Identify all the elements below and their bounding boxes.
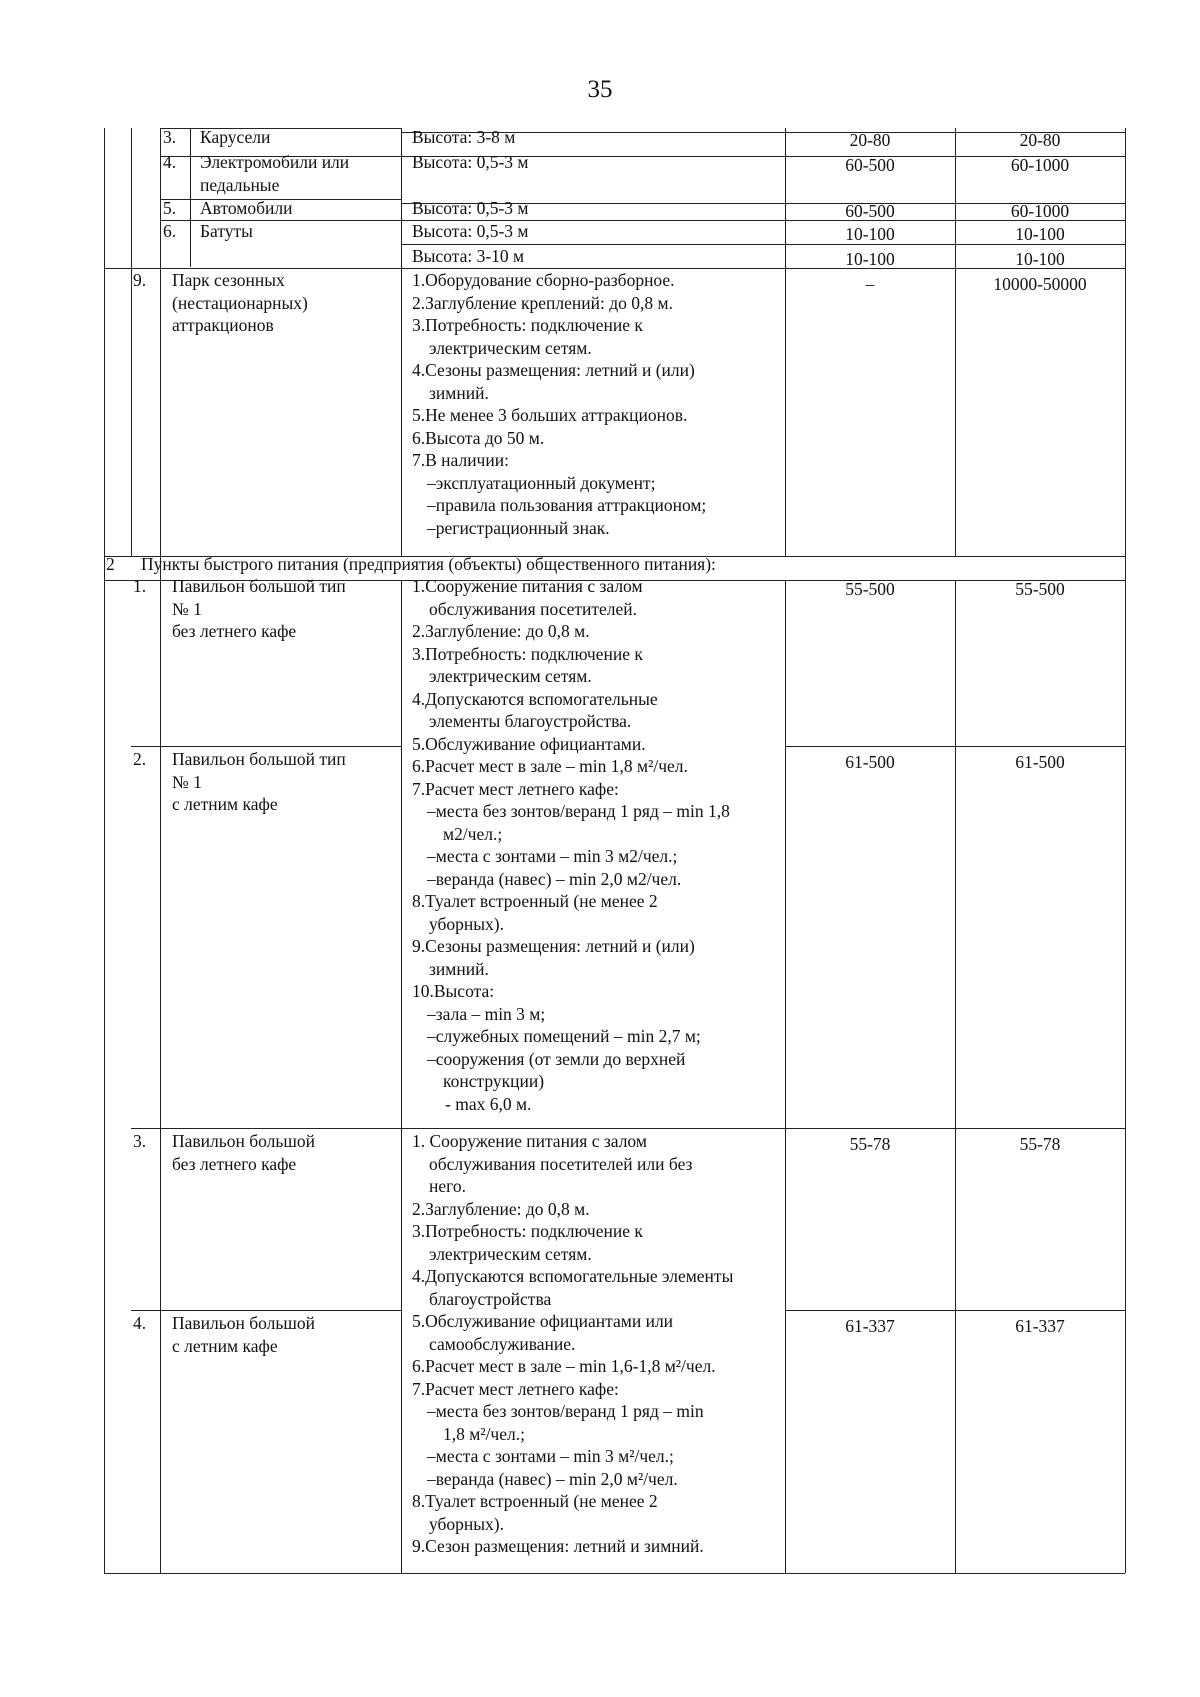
ride-name: Батуты — [200, 221, 253, 241]
cafe-item-name-line: Павильон большой — [172, 1313, 315, 1333]
ride-value-b: 20-80 — [1019, 130, 1061, 150]
park-requirement-line: –правила пользования аттракционом; — [427, 495, 707, 515]
park-requirement-line: 4.Сезоны размещения: летний и (или) — [412, 360, 695, 380]
cafe-requirement-line: уборных). — [429, 1513, 504, 1534]
cafe-requirement-line: обслуживания посетителей. — [429, 598, 638, 619]
cafe-item-number: 3. — [133, 1131, 147, 1151]
table-rule — [785, 1310, 1125, 1311]
cafe-item-name-line: № 1 — [172, 771, 202, 792]
park-requirement-line: 6.Высота до 50 м. — [412, 427, 545, 448]
ride-name: Автомобили — [200, 198, 293, 218]
table-rule — [104, 128, 105, 1573]
park-requirement-line: 1.Оборудование сборно-разборное. — [412, 270, 675, 290]
cafe-item-name-line: без летнего кафе — [172, 1153, 297, 1174]
cafe-item-name-line: Павильон большой тип — [172, 749, 346, 769]
ride-value-b: 10-100 — [1015, 224, 1065, 244]
cafe-value-b: 55-500 — [1015, 579, 1065, 599]
cafe-requirement-line: 9.Сезон размещения: летний и зимний. — [412, 1536, 704, 1556]
ride-name: Карусели — [200, 127, 271, 147]
park-requirement-line: 3.Потребность: подключение к — [412, 315, 643, 335]
ride-value-b: 60-1000 — [1010, 155, 1070, 175]
cafe-requirement-line: 2.Заглубление: до 0,8 м. — [412, 1198, 590, 1219]
cafe-requirement-line: 5.Обслуживание официантами или — [412, 1311, 674, 1331]
ride-requirement: Высота: 0,5-3 м — [412, 152, 529, 172]
cafe-item-name-line: с летним кафе — [172, 1335, 278, 1356]
table-rule — [131, 1128, 1125, 1129]
park-value-b: 10000-50000 — [993, 274, 1087, 294]
page-number: 35 — [587, 76, 613, 103]
cafe-item-name-line: № 1 — [172, 598, 202, 619]
cafe-requirement-line: 4.Допускаются вспомогательные элементы — [412, 1266, 734, 1286]
ride-requirement: Высота: 3-8 м — [412, 127, 516, 147]
cafe-requirement-line: 1.Сооружение питания с залом — [412, 576, 643, 596]
cafe-item-number: 1. — [133, 576, 147, 596]
cafe-requirement-line: него. — [429, 1176, 466, 1196]
cafe-value-a: 61-500 — [845, 752, 895, 772]
cafe-requirement-line: 8.Туалет встроенный (не менее 2 — [412, 891, 658, 911]
cafe-requirement-line: обслуживания посетителей или без — [429, 1153, 693, 1174]
cafe-requirement-line: 9.Сезоны размещения: летний и (или) — [412, 936, 695, 956]
park-requirement-line: –регистрационный знак. — [427, 517, 610, 538]
section-title: Пункты быстрого питания (предприятия (объекты) общественного питания): — [141, 554, 716, 574]
table-rule — [785, 580, 786, 1573]
cafe-item-name-line: Павильон большой — [172, 1131, 315, 1151]
table-rule — [1125, 128, 1126, 1573]
cafe-requirement-line: 3.Потребность: подключение к — [412, 643, 643, 664]
ride-requirement: Высота: 0,5-3 м — [412, 221, 529, 241]
park-name-line: Парк сезонных — [172, 270, 285, 290]
cafe-requirement-line: 4.Допускаются вспомогательные — [412, 688, 658, 709]
cafe-requirement-line: –места без зонтов/веранд 1 ряд – min 1,8 — [427, 801, 730, 821]
ride-name: Электромобили или — [200, 152, 350, 172]
ride-number: 3. — [163, 127, 177, 147]
table-rule — [131, 128, 132, 556]
cafe-requirement-line: –служебных помещений – min 2,7 м; — [427, 1026, 701, 1046]
cafe-requirement-line: 3.Потребность: подключение к — [412, 1221, 643, 1241]
cafe-requirement-line: 8.Туалет встроенный (не менее 2 — [412, 1491, 658, 1511]
cafe-requirement-line: –сооружения (от земли до верхней — [427, 1048, 686, 1069]
cafe-item-number: 4. — [133, 1313, 147, 1333]
park-name-line: (нестационарных) — [172, 292, 308, 313]
cafe-requirement-line: –места с зонтами – min 3 м²/чел.; — [427, 1446, 674, 1466]
cafe-requirement-line: электрическим сетям. — [429, 666, 592, 686]
cafe-requirement-line: 5.Обслуживание официантами. — [412, 733, 646, 754]
ride-value-b: 10-100 — [1015, 249, 1065, 269]
ride-value-a: 60-500 — [845, 201, 895, 221]
cafe-value-b: 55-78 — [1019, 1134, 1061, 1154]
cafe-requirement-line: –места с зонтами – min 3 м2/чел.; — [427, 846, 678, 866]
table-rule — [104, 1573, 1125, 1574]
cafe-requirement-line: –веранда (навес) – min 2,0 м2/чел. — [427, 868, 682, 889]
table-rule — [401, 580, 402, 1573]
table-rule — [160, 128, 161, 1573]
park-requirement-line: зимний. — [429, 382, 489, 403]
cafe-requirement-line: зимний. — [429, 958, 489, 979]
table-rule — [160, 128, 401, 129]
ride-name: педальные — [200, 174, 280, 195]
park-requirement-line: электрическим сетям. — [429, 337, 592, 358]
cafe-requirement-line: –места без зонтов/веранд 1 ряд – min — [427, 1401, 704, 1421]
park-requirement-line: –эксплуатационный документ; — [427, 472, 656, 493]
park-requirement-line: 7.В наличии: — [412, 450, 509, 470]
ride-number: 4. — [163, 152, 177, 172]
cafe-value-a: 61-337 — [845, 1316, 895, 1336]
ride-requirement: Высота: 0,5-3 м — [412, 198, 529, 218]
cafe-item-number: 2. — [133, 749, 147, 769]
cafe-requirement-line: электрическим сетям. — [429, 1243, 592, 1264]
park-requirement-line: 2.Заглубление креплений: до 0,8 м. — [412, 292, 673, 313]
cafe-item-name-line: с летним кафе — [172, 794, 278, 814]
cafe-requirement-line: конструкции) — [443, 1071, 545, 1091]
park-value-a: – — [865, 274, 875, 294]
cafe-requirement-line: 7.Расчет мест летнего кафе: — [412, 778, 619, 799]
table-rule — [955, 580, 956, 1573]
cafe-requirement-line: 1,8 м²/чел.; — [443, 1423, 525, 1444]
ride-value-a: 10-100 — [845, 249, 895, 269]
ride-number: 5. — [163, 198, 177, 218]
cafe-requirement-line: элементы благоустройства. — [429, 711, 632, 731]
cafe-requirement-line: 10.Высота: — [412, 981, 495, 1001]
cafe-value-b: 61-337 — [1015, 1316, 1065, 1336]
cafe-requirement-line: –веранда (навес) – min 2,0 м²/чел. — [427, 1468, 678, 1489]
park-name-line: аттракционов — [172, 315, 274, 335]
cafe-value-a: 55-500 — [845, 579, 895, 599]
cafe-requirement-line: м2/чел.; — [443, 823, 503, 844]
table-rule — [190, 128, 191, 267]
table-rule — [131, 746, 401, 747]
park-number: 9. — [133, 270, 147, 290]
cafe-requirement-line: уборных). — [429, 913, 504, 934]
ride-requirement: Высота: 3-10 м — [412, 246, 525, 266]
cafe-requirement-line: - max 6,0 м. — [445, 1093, 532, 1114]
cafe-value-b: 61-500 — [1015, 752, 1065, 772]
table-rule — [401, 128, 402, 556]
cafe-requirement-line: благоустройства — [429, 1288, 552, 1309]
cafe-requirement-line: 6.Расчет мест в зале – min 1,6-1,8 м²/чел. — [412, 1356, 716, 1376]
ride-value-a: 20-80 — [849, 130, 891, 150]
table-rule — [785, 128, 786, 556]
cafe-requirement-line: –зала – min 3 м; — [427, 1003, 546, 1024]
section-number: 2 — [106, 554, 115, 574]
ride-value-a: 10-100 — [845, 224, 895, 244]
cafe-requirement-line: 1. Сооружение питания с залом — [412, 1131, 647, 1151]
ride-value-b: 60-1000 — [1010, 201, 1070, 221]
cafe-requirement-line: самообслуживание. — [429, 1333, 576, 1354]
table-rule — [131, 1310, 401, 1311]
table-rule — [955, 128, 956, 556]
ride-number: 6. — [163, 221, 177, 241]
park-requirement-line: 5.Не менее 3 больших аттракционов. — [412, 405, 688, 425]
ride-value-a: 60-500 — [845, 155, 895, 175]
cafe-requirement-line: 6.Расчет мест в зале – min 1,8 м²/чел. — [412, 756, 688, 776]
cafe-value-a: 55-78 — [849, 1134, 891, 1154]
cafe-requirement-line: 2.Заглубление: до 0,8 м. — [412, 621, 590, 641]
cafe-item-name-line: без летнего кафе — [172, 621, 297, 641]
cafe-requirement-line: 7.Расчет мест летнего кафе: — [412, 1378, 619, 1399]
table-rule — [785, 746, 1125, 747]
cafe-item-name-line: Павильон большой тип — [172, 576, 346, 596]
